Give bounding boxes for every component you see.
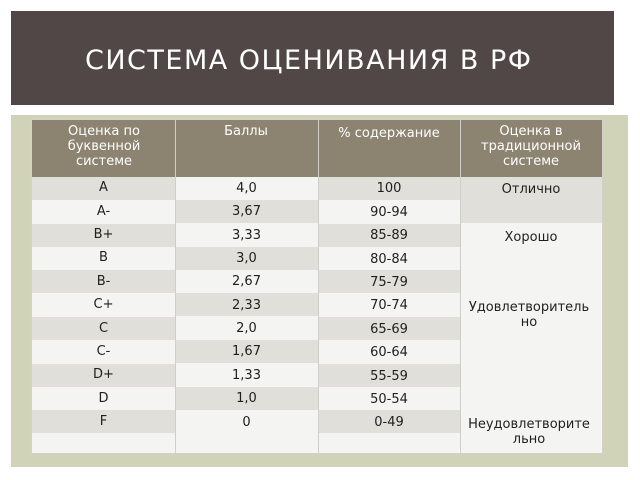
letter-grade: B+ [93, 227, 114, 242]
points-value: 0 [242, 415, 251, 430]
header-points: Баллы [224, 124, 268, 139]
points-value: 1,33 [232, 368, 261, 383]
slide-title: СИСТЕМА ОЦЕНИВАНИЯ В РФ [85, 45, 533, 76]
letter-grade: D+ [93, 367, 114, 382]
percent-range: 0-49 [374, 415, 404, 430]
letter-grade: B- [96, 274, 111, 289]
points-value: 2,0 [236, 321, 257, 336]
percent-range: 80-84 [370, 252, 408, 267]
percent-range: 75-79 [370, 275, 408, 290]
traditional-grade: Хорошо [504, 230, 558, 245]
percent-range: 60-64 [370, 345, 408, 360]
traditional-grade: Отлично [501, 182, 561, 197]
percent-range: 90-94 [370, 205, 408, 220]
percent-range: 50-54 [370, 392, 408, 407]
header-percent: % содержание [338, 126, 440, 141]
points-value: 3,67 [232, 204, 261, 219]
points-value: 1,67 [232, 344, 261, 359]
percent-range: 55-59 [370, 369, 408, 384]
points-value: 4,0 [236, 181, 257, 196]
points-value: 1,0 [236, 391, 257, 406]
letter-grade: A- [96, 204, 111, 219]
points-value: 3,33 [232, 228, 261, 243]
traditional-grade: Неудовлетворительно [468, 417, 590, 447]
grading-table [31, 119, 603, 454]
points-value: 2,67 [232, 274, 261, 289]
points-value: 3,0 [236, 251, 257, 266]
letter-grade: C+ [93, 297, 114, 312]
points-value: 2,33 [232, 298, 261, 313]
letter-grade: D [98, 391, 109, 406]
percent-range: 70-74 [370, 298, 408, 313]
percent-range: 85-89 [370, 228, 408, 243]
letter-grade: A [99, 180, 108, 195]
letter-grade: C [98, 321, 109, 336]
letter-grade: B [99, 250, 108, 265]
percent-range: 100 [376, 181, 402, 196]
header-letter: Оценка по буквенной системе [67, 124, 141, 169]
header-traditional: Оценка в традиционной системе [481, 124, 581, 169]
column-divider [460, 120, 461, 453]
letter-grade: C- [96, 344, 111, 359]
letter-grade: F [99, 414, 108, 429]
traditional-grade: Удовлетворительно [468, 300, 590, 330]
percent-range: 65-69 [370, 322, 408, 337]
